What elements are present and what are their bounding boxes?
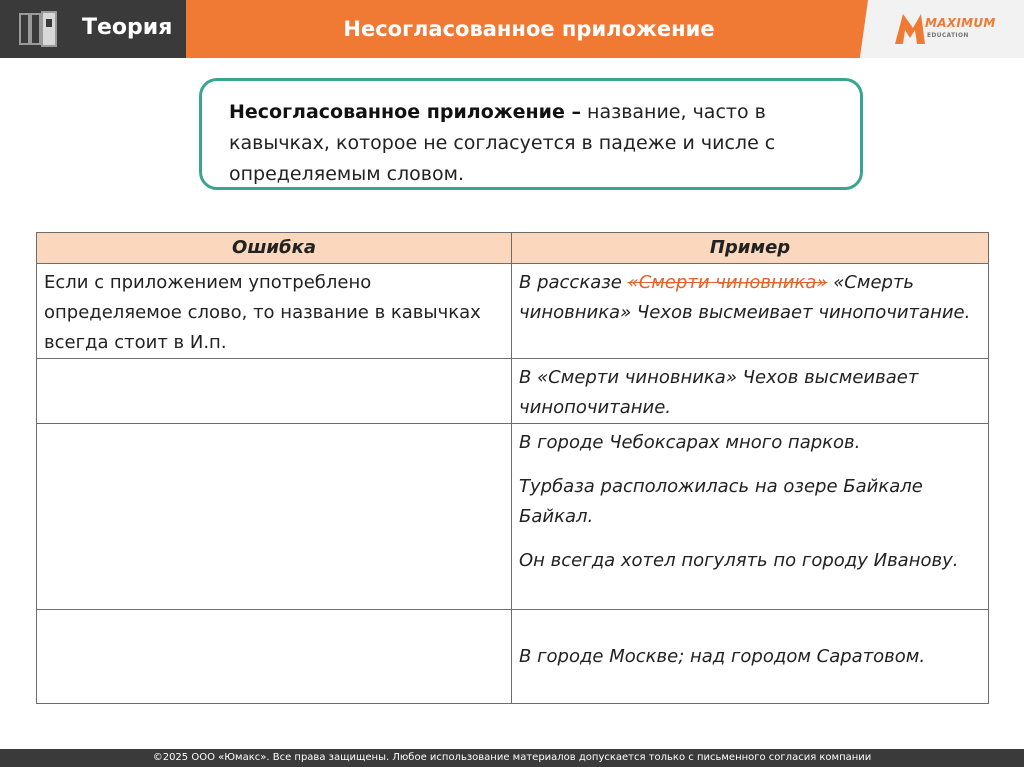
logo-subtitle: EDUCATION	[927, 32, 969, 39]
example-line: В городе Москве; над городом Саратовом.	[519, 645, 926, 667]
example-cell	[512, 264, 989, 359]
example-prefix: В рассказе	[519, 272, 628, 293]
error-example-table	[36, 232, 989, 704]
logo-emblem-icon	[893, 10, 927, 46]
section-label: Теория	[82, 15, 173, 40]
header-title-band	[186, 0, 892, 58]
definition-text: название, часто в кавычках, которое не согласуется в падеже и числе с определяемым словом.	[229, 101, 776, 185]
header-section-tab	[0, 0, 186, 58]
column-header-example: Пример	[512, 233, 989, 264]
definition-term: Несогласованное приложение –	[229, 101, 581, 123]
error-cell	[37, 610, 512, 704]
example-cell: В «Смерти чиновника» Чехов высмеивает чинопочитание.	[512, 359, 989, 424]
column-header-error: Ошибка	[37, 233, 512, 264]
error-cell	[37, 359, 512, 424]
example-cell	[512, 610, 989, 704]
table-row	[37, 424, 989, 610]
error-cell: Если с приложением употреблено определяемое слово, то название в кавычках всегда стоит в И.п.	[37, 264, 512, 359]
example-line: Турбаза расположилась на озере Байкале Байкал.	[519, 476, 923, 527]
table-header-row	[37, 233, 989, 264]
table-row	[37, 359, 989, 424]
error-cell	[37, 424, 512, 610]
example-struck-text: «Смерти чиновника»	[627, 272, 828, 293]
example-cell	[512, 424, 989, 610]
example-line: Он всегда хотел погулять по городу Иванову.	[519, 550, 959, 571]
maximum-logo	[893, 10, 1017, 48]
logo-name: MAXIMUM	[925, 16, 996, 30]
table-row	[37, 610, 989, 704]
example-rest: «Смерть чиновника» Чехов высмеивает чинопочитание.	[519, 272, 971, 323]
copyright-footer: ©2025 ООО «Юмакс». Все права защищены. Любое использование материалов допускается только с письменного согласия компании	[0, 749, 1024, 767]
example-line: В городе Чебоксарах много парков.	[519, 432, 861, 453]
page-title: Несогласованное приложение	[343, 17, 715, 41]
table-row	[37, 264, 989, 359]
books-icon	[18, 10, 62, 48]
definition-box	[199, 78, 863, 190]
header-bar	[0, 0, 1024, 58]
